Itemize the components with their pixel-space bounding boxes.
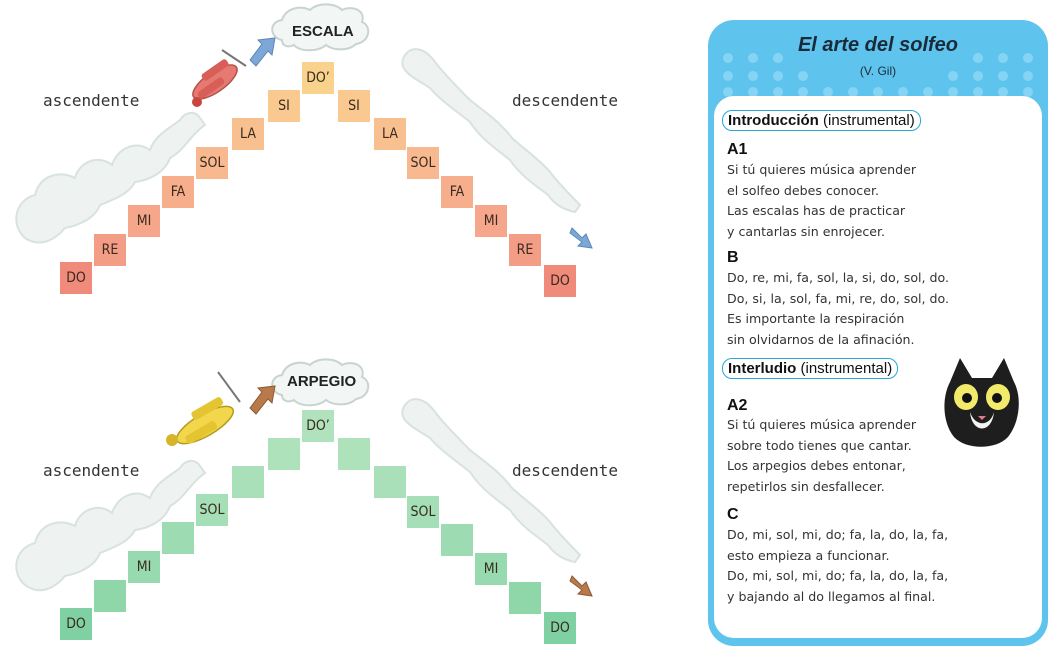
section-intro xyxy=(722,110,921,131)
arpegio-title: ARPEGIO xyxy=(287,373,357,390)
panel-dot-pattern xyxy=(708,20,1048,100)
arpegio-step-blank-1 xyxy=(94,580,126,612)
verse-text-b: Do, re, mi, fa, sol, la, si, do, sol, do. Do, si, la, sol, fa, mi, re, do, sol, do. Es importante la respiración sin olvidarnos de la afinación. xyxy=(727,270,950,347)
escala-step-sol: SOL xyxy=(196,147,228,179)
arpegio-step-sol-desc: SOL xyxy=(407,496,439,528)
arpegio-step-do: DO xyxy=(60,608,92,640)
arpegio-step-blank-8 xyxy=(509,582,541,614)
escala-step-do-high: DO’ xyxy=(302,62,334,94)
arpegio-step-blank-5 xyxy=(338,438,370,470)
arrow-up-escala xyxy=(250,38,275,66)
section-interlude-note: (instrumental) xyxy=(800,360,893,377)
arpegio-step-do-desc: DO xyxy=(544,612,576,644)
arpegio-desc-label: descendente xyxy=(512,461,618,480)
escala-step-si: SI xyxy=(268,90,300,122)
escala-step-la-desc: LA xyxy=(374,118,406,150)
cat-illustration xyxy=(930,352,1030,452)
escala-title: ESCALA xyxy=(292,23,354,40)
arrow-down-arpegio xyxy=(570,576,592,596)
arrow-up-arpegio xyxy=(250,386,275,414)
escala-step-fa-desc: FA xyxy=(441,176,473,208)
arpegio-step-do-high: DO’ xyxy=(302,410,334,442)
verse-label-a2: A2 xyxy=(727,397,748,414)
escala-desc-label: descendente xyxy=(512,91,618,110)
escala-step-do-desc: DO xyxy=(544,265,576,297)
arpegio-step-blank-6 xyxy=(374,466,406,498)
escala-step-mi-desc: MI xyxy=(475,205,507,237)
cloud-trail-desc-escala xyxy=(402,49,580,212)
verse-text-a2: Si tú quieres música aprender sobre todo tienes que cantar. Los arpegios debes entonar, repetirlos sin desfallecer. xyxy=(727,417,917,494)
verse-label-c: C xyxy=(727,506,739,523)
escala-step-re-desc: RE xyxy=(509,234,541,266)
verse-text-c: Do, mi, sol, mi, do; fa, la, do, la, fa, esto empieza a funcionar. Do, mi, sol, mi, do; fa, la, do, la, fa, y bajando al do llegamos al final. xyxy=(727,527,949,604)
arpegio-step-sol: SOL xyxy=(196,494,228,526)
arpegio-step-mi: MI xyxy=(128,551,160,583)
arpegio-step-blank-7 xyxy=(441,524,473,556)
airplane-yellow-icon xyxy=(166,372,240,451)
arpegio-asc-label: ascendente xyxy=(43,461,140,480)
arpegio-step-blank-4 xyxy=(268,438,300,470)
escala-step-si-desc: SI xyxy=(338,90,370,122)
arpegio-step-mi-desc: MI xyxy=(475,553,507,585)
escala-step-la: LA xyxy=(232,118,264,150)
escala-asc-label: ascendente xyxy=(43,91,140,110)
song-title: El arte del solfeo xyxy=(797,34,959,56)
section-interlude xyxy=(722,358,898,379)
verse-text-a1: Si tú quieres música aprender el solfeo debes conocer. Las escalas has de practicar y cantarlas sin enrojecer. xyxy=(727,162,917,239)
arpegio-step-blank-3 xyxy=(232,466,264,498)
section-intro-name: Introducción xyxy=(728,112,819,129)
airplane-red-icon xyxy=(188,50,246,107)
section-intro-note: (instrumental) xyxy=(823,112,915,129)
verse-label-b: B xyxy=(727,249,739,266)
cloud-trail-desc-arpegio xyxy=(402,399,580,562)
song-author: (V. Gil) xyxy=(859,64,897,78)
arrow-down-escala xyxy=(570,228,592,248)
escala-step-mi: MI xyxy=(128,205,160,237)
escala-step-do: DO xyxy=(60,262,92,294)
escala-step-re: RE xyxy=(94,234,126,266)
escala-step-sol-desc: SOL xyxy=(407,147,439,179)
verse-label-a1: A1 xyxy=(727,141,748,158)
arpegio-step-blank-2 xyxy=(162,522,194,554)
escala-step-fa: FA xyxy=(162,176,194,208)
section-interlude-name: Interludio xyxy=(728,360,797,377)
